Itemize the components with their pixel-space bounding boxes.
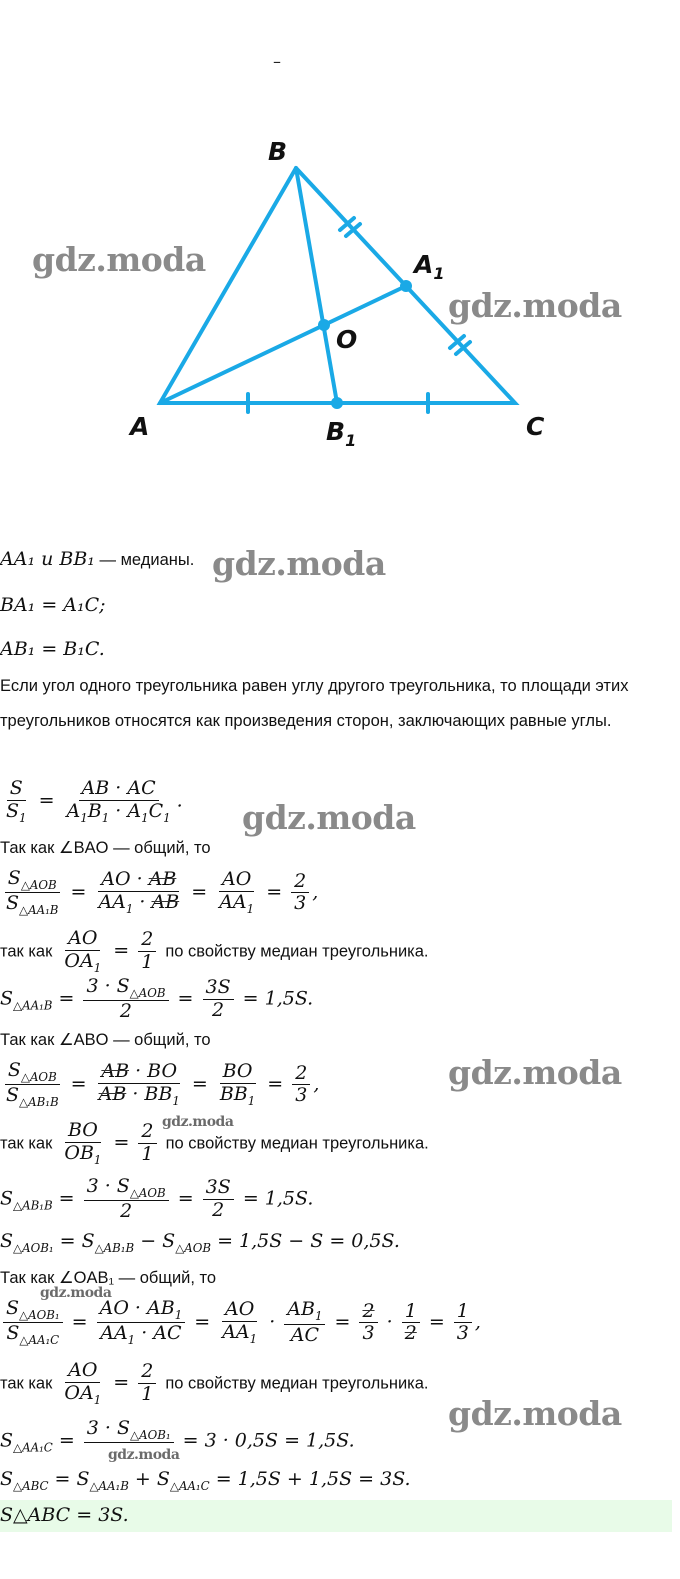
common-angle-abo: Так как ∠ABO — общий, то (0, 1031, 211, 1049)
median-property-3: так как $\frac{AO}{OA_1}$ = $\frac{2}{1}$ по свойству медиан треугольника. (0, 1359, 429, 1407)
point-a1 (400, 280, 412, 292)
dash-mark: – (273, 52, 281, 71)
medians-text: — медианы. (94, 551, 195, 569)
point-o (318, 319, 330, 331)
medians-line (0, 548, 194, 570)
watermark: gdz.moda (448, 286, 622, 325)
point-b1 (331, 397, 343, 409)
watermark-small: gdz.moda (108, 1447, 180, 1463)
watermark-small: gdz.moda (40, 1285, 112, 1301)
label-b1: $B_1$ (326, 417, 357, 450)
area-abc-sum: $S_{\triangle ABC} = S_{\triangle AA_1B} + S_{\triangle AA_1C} = 1,5S + 1,5S = 3S$. (0, 1468, 411, 1493)
watermark-small: gdz.moda (162, 1114, 234, 1130)
equality-ab1: AB₁ = B₁C. (0, 638, 105, 660)
area-aob1: $S_{\triangle AOB_1} = S_{\triangle AB_1B} - S_{\triangle AOB} = 1,5S - S = 0,5S$. (0, 1230, 400, 1255)
ratio-aob-aa1b: $\frac{S_{\triangle AOB}}{S_{\triangle AA_1B}}$ = $\frac{AO \cdot AB}{AA_1 \cdot AB}$ = $\frac{AO}{AA_1}$ = $\frac{2}{3}$ , (6, 867, 319, 918)
ratio-aob-ab1b: $\frac{S_{\triangle AOB}}{S_{\triangle AB_1B}}$ = $\frac{AB \cdot BO}{AB \cdot BB_1}$ = $\frac{BO}{BB_1}$ = $\frac{2}{3}$ , (6, 1059, 320, 1110)
area-ab1b: $S_{\triangle AB_1B}$ = $\frac{3 \cdot S_{\triangle AOB}}{2}$ = $\frac{3S}{2}$ = 1,5S. (0, 1175, 314, 1223)
watermark: gdz.moda (242, 798, 416, 837)
median-property-2: так как $\frac{BO}{OB_1}$ = $\frac{2}{1}$ по свойству медиан треугольника. (0, 1119, 429, 1167)
label-c: C (526, 412, 545, 441)
area-aa1b: $S_{\triangle AA_1B}$ = $\frac{3 \cdot S_{\triangle AOB}}{2}$ = $\frac{3S}{2}$ = 1,5S. (0, 975, 314, 1023)
label-b: B (268, 137, 288, 166)
watermark: gdz.moda (212, 544, 386, 583)
theorem-paragraph: Если угол одного треугольника равен углу другого треугольника, то площади этих треугольников относятся как произведения сторон, заключающих равные углы. (0, 677, 629, 730)
answer-box (0, 1500, 672, 1532)
watermark: gdz.moda (32, 240, 206, 279)
median-property-1: так как $\frac{AO}{OA_1}$ = $\frac{2}{1}$ по свойству медиан треугольника. (0, 927, 429, 975)
area-aa1c: $S_{\triangle AA_1C}$ = $3 \cdot S_{\triangle AOB_1}$ = 3 · 0,5S = 1,5S. (0, 1417, 355, 1455)
common-angle-bao: Так как ∠BAO — общий, то (0, 839, 211, 857)
area-ratio-formula: $\frac{S}{S_1}$ = $\frac{AB \cdot AC}{A_1B_1 \cdot A_1C_1}$ . (6, 777, 183, 825)
common-angle-oab1: Так как ∠OAB₁ — общий, то (0, 1269, 217, 1287)
equality-ba1: BA₁ = A₁C; (0, 594, 106, 616)
answer-text: S△ABC = 3S. (0, 1504, 129, 1526)
label-o: O (336, 325, 358, 354)
watermark: gdz.moda (448, 1394, 622, 1433)
median-aa1 (160, 286, 406, 403)
ratio-aob1-aa1c: $\frac{S_{\triangle AOB_1}}{S_{\triangle AA_1C}}$ = $\frac{AO \cdot AB_1}{AA_1 \cdot AC}$ = $\frac{AO}{AA_1}$ · $\frac{AB_1}{AC}$ = $\frac{2}{3}$ · $\frac{1}{2}$ = $\frac{1}{3}$ , (0, 1298, 481, 1348)
medians-math: AA₁ и BB₁ (0, 548, 95, 570)
watermark: gdz.moda (448, 1053, 622, 1092)
label-a1: $A_1$ (414, 250, 445, 283)
label-a: A (130, 412, 150, 441)
